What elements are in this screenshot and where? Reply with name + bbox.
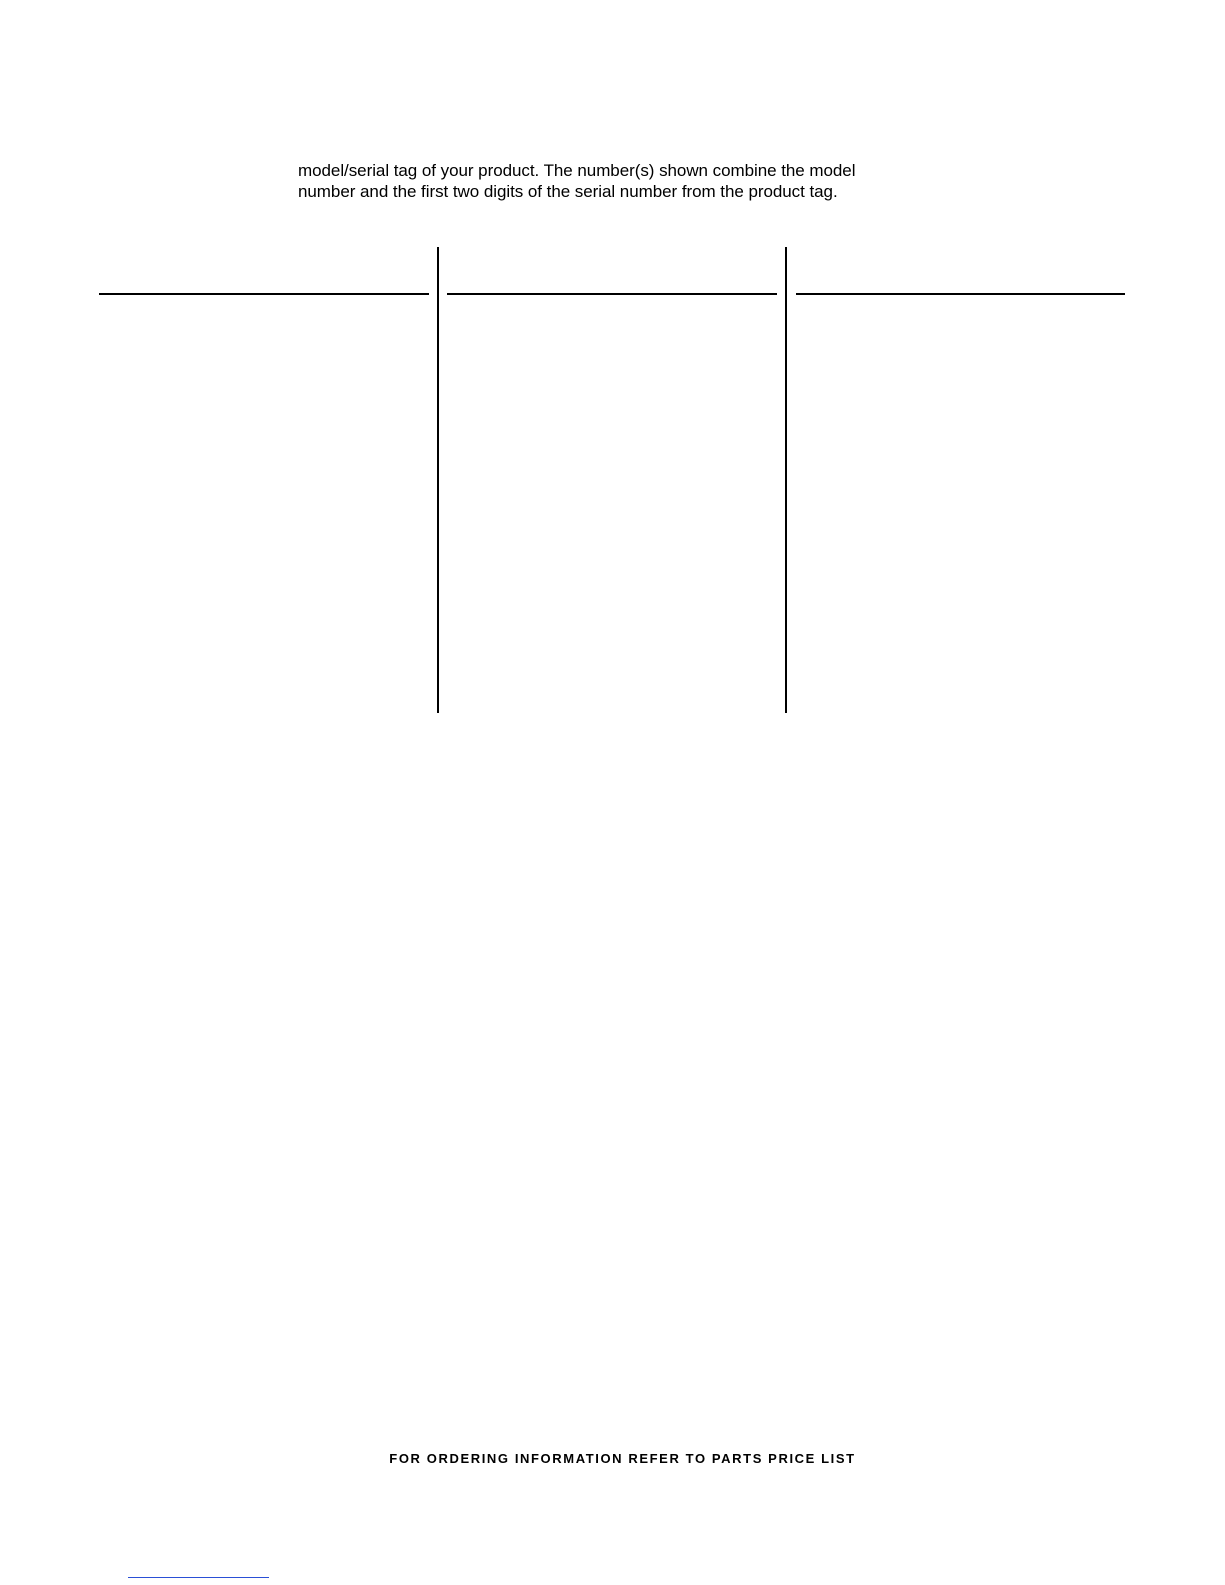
link-underline[interactable] <box>128 1577 269 1578</box>
intro-line-2: number and the first two digits of the serial number from the product tag. <box>298 182 838 201</box>
intro-line-1: model/serial tag of your product. The number(s) shown combine the model <box>298 161 856 180</box>
column-divider-1 <box>437 247 439 713</box>
column-2-header-rule <box>447 293 777 295</box>
column-divider-2 <box>785 247 787 713</box>
ordering-information-note: FOR ORDERING INFORMATION REFER TO PARTS PRICE LIST <box>389 1451 856 1466</box>
column-1-header-rule <box>99 293 429 295</box>
column-3-header-rule <box>796 293 1125 295</box>
